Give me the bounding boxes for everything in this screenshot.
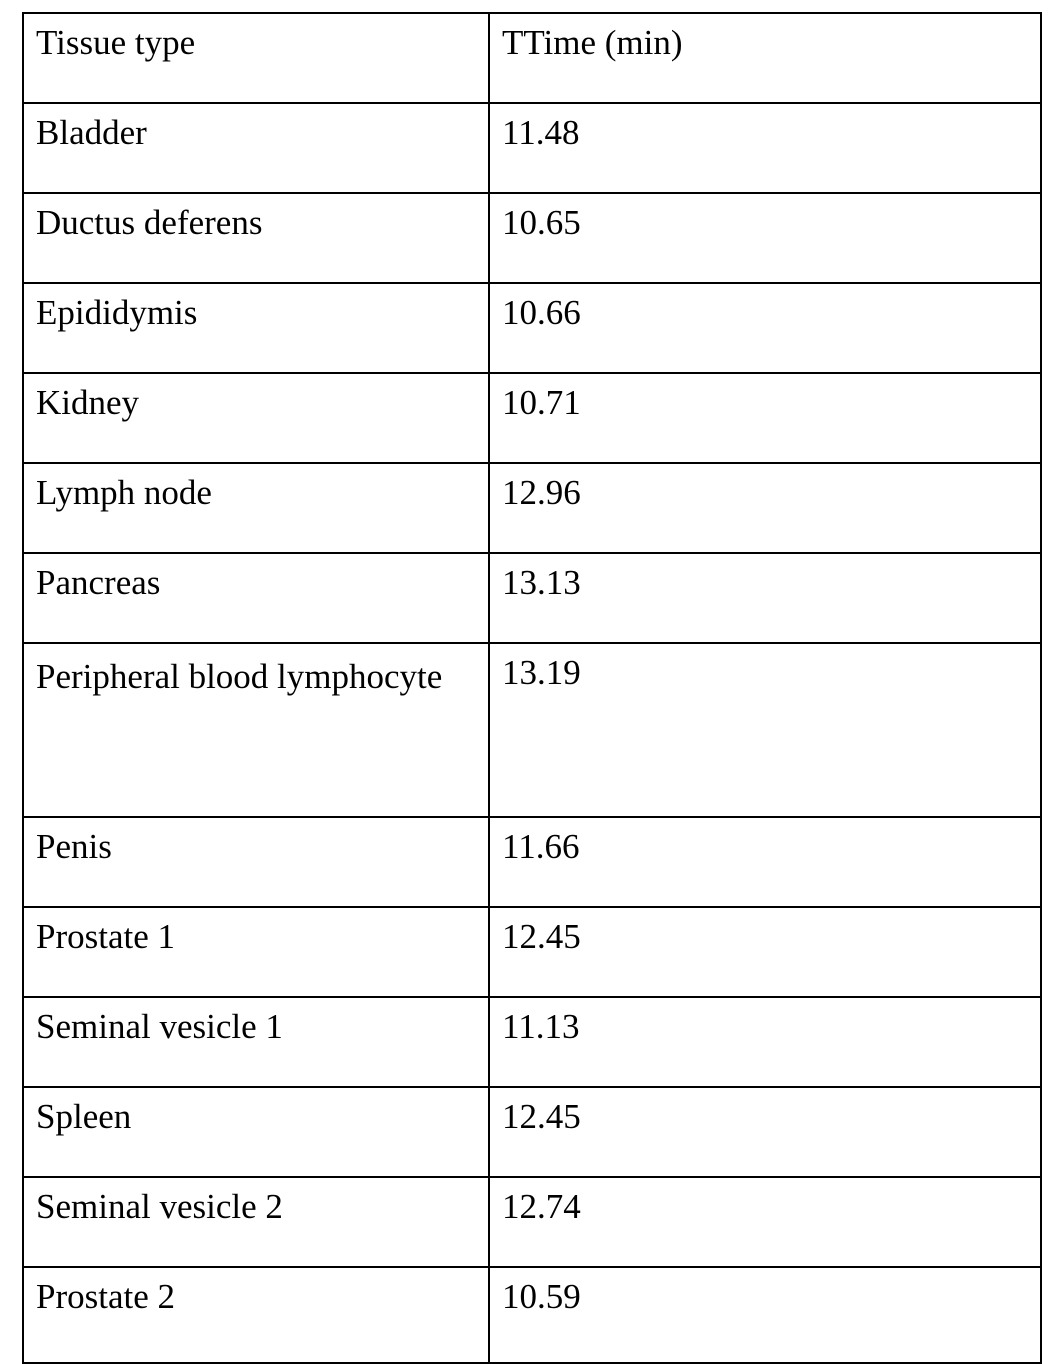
table-row — [23, 1177, 1041, 1267]
cell-ttime-value: 13.13 — [502, 563, 581, 602]
cell-tissue — [23, 643, 489, 817]
table-row — [23, 1267, 1041, 1363]
table-row — [23, 817, 1041, 907]
cell-ttime — [489, 373, 1041, 463]
cell-ttime — [489, 283, 1041, 373]
cell-ttime — [489, 1177, 1041, 1267]
column-header-ttime-label: TTime (min) — [502, 23, 683, 62]
cell-tissue — [23, 553, 489, 643]
cell-tissue-label: Pancreas — [36, 563, 161, 602]
cell-ttime-value: 12.74 — [502, 1187, 581, 1226]
cell-tissue-label: Lymph node — [36, 473, 212, 512]
cell-ttime-value: 12.45 — [502, 1097, 581, 1136]
cell-tissue — [23, 373, 489, 463]
cell-tissue-label: Kidney — [36, 383, 140, 422]
cell-ttime — [489, 817, 1041, 907]
cell-ttime-value: 12.96 — [502, 473, 581, 512]
table-row — [23, 907, 1041, 997]
cell-ttime — [489, 1267, 1041, 1363]
cell-tissue-label: Ductus deferens — [36, 203, 263, 242]
table-row — [23, 553, 1041, 643]
table-row — [23, 997, 1041, 1087]
cell-ttime — [489, 643, 1041, 817]
tissue-ttime-table — [22, 12, 1042, 1364]
cell-ttime — [489, 907, 1041, 997]
cell-tissue — [23, 463, 489, 553]
cell-tissue-label: Penis — [36, 827, 112, 866]
cell-ttime-value: 13.19 — [502, 653, 581, 692]
cell-tissue — [23, 103, 489, 193]
cell-tissue — [23, 997, 489, 1087]
table-row — [23, 1087, 1041, 1177]
cell-ttime-value: 10.65 — [502, 203, 581, 242]
cell-ttime — [489, 553, 1041, 643]
table-header-row — [23, 13, 1041, 103]
cell-tissue — [23, 1177, 489, 1267]
cell-ttime-value: 11.66 — [502, 827, 580, 866]
cell-tissue-label: Seminal vesicle 2 — [36, 1187, 283, 1226]
cell-ttime-value: 10.66 — [502, 293, 581, 332]
cell-tissue-label: Spleen — [36, 1097, 132, 1136]
cell-ttime — [489, 1087, 1041, 1177]
cell-tissue-label: Prostate 1 — [36, 917, 176, 956]
column-header-tissue-type-label: Tissue type — [36, 23, 196, 62]
cell-ttime — [489, 997, 1041, 1087]
cell-tissue — [23, 283, 489, 373]
cell-ttime-value: 12.45 — [502, 917, 581, 956]
table-row — [23, 193, 1041, 283]
cell-tissue-label: Seminal vesicle 1 — [36, 1007, 283, 1046]
table-row — [23, 103, 1041, 193]
cell-tissue-label: Prostate 2 — [36, 1277, 176, 1316]
cell-tissue-label: Bladder — [36, 113, 147, 152]
table-row — [23, 373, 1041, 463]
cell-tissue — [23, 817, 489, 907]
cell-ttime — [489, 103, 1041, 193]
cell-tissue — [23, 907, 489, 997]
cell-ttime-value: 10.59 — [502, 1277, 581, 1316]
cell-ttime-value: 11.13 — [502, 1007, 580, 1046]
table-row — [23, 643, 1041, 817]
cell-tissue-label: Epididymis — [36, 293, 198, 332]
cell-tissue — [23, 193, 489, 283]
cell-tissue — [23, 1087, 489, 1177]
cell-ttime-value: 11.48 — [502, 113, 580, 152]
column-header-tissue-type — [23, 13, 489, 103]
column-header-ttime — [489, 13, 1041, 103]
table-row — [23, 463, 1041, 553]
table-row — [23, 283, 1041, 373]
cell-ttime-value: 10.71 — [502, 383, 581, 422]
cell-tissue-label: Peripheral blood lymphocyte — [36, 657, 443, 696]
cell-ttime — [489, 463, 1041, 553]
cell-ttime — [489, 193, 1041, 283]
cell-tissue — [23, 1267, 489, 1363]
